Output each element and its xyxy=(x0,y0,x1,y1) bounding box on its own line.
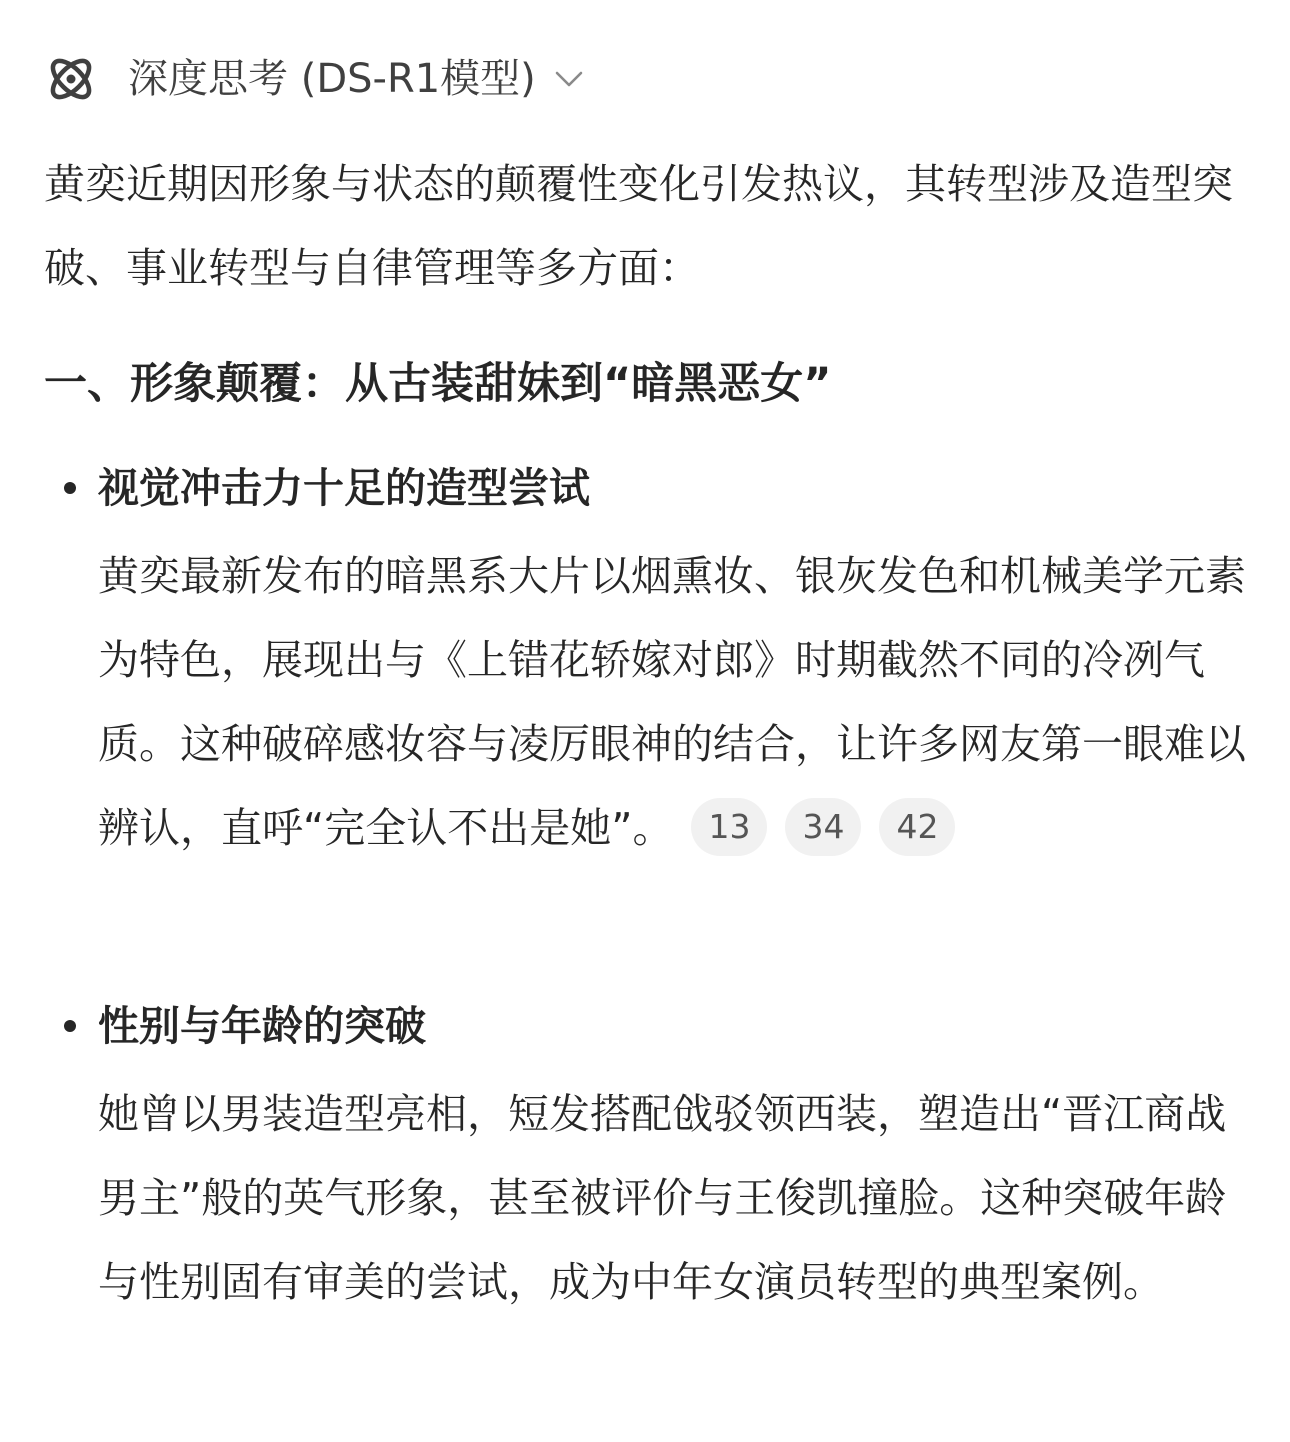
bullet-dot xyxy=(64,482,76,494)
bullet-title: 视觉冲击力十足的造型尝试 xyxy=(98,464,590,512)
list-item xyxy=(44,450,1254,950)
bullet-body: 她曾以男装造型亮相，短发搭配戗驳领西装，塑造出“晋江商战男主”般的英气形象，甚至被评价与王俊凯撞脸。这种突破年龄与性别固有审美的尝试，成为中年女演员转型的典型案例。 xyxy=(98,1090,1227,1306)
bullet-body xyxy=(98,534,1254,870)
citation-badge[interactable]: 42 xyxy=(879,798,955,856)
section-heading: 一、形象颠覆：从古装甜妹到“暗黑恶女” xyxy=(44,359,832,409)
intro-paragraph: 黄奕近期因形象与状态的颠覆性变化引发热议，其转型涉及造型突破、事业转型与自律管理等多方面： xyxy=(44,160,1233,292)
atom-icon xyxy=(44,52,98,106)
bullet-body-text: 黄奕最新发布的暗黑系大片以烟熏妆、银灰发色和机械美学元素为特色，展现出与《上错花轿嫁对郎》时期截然不同的冷冽气质。这种破碎感妆容与凌厉眼神的结合，让许多网友第一眼难以辨认，直呼“完全认不出是她”。 xyxy=(98,552,1246,852)
list-item xyxy=(44,988,1254,1408)
citation-badge[interactable]: 34 xyxy=(785,798,861,856)
chevron-down-icon[interactable] xyxy=(552,62,586,96)
deep-thinking-toggle[interactable] xyxy=(44,52,586,106)
deep-thinking-label: 深度思考 (DS-R1模型) xyxy=(128,56,536,102)
bullet-dot xyxy=(64,1020,76,1032)
citation-badge[interactable]: 13 xyxy=(691,798,767,856)
bullet-title: 性别与年龄的突破 xyxy=(98,1002,426,1050)
